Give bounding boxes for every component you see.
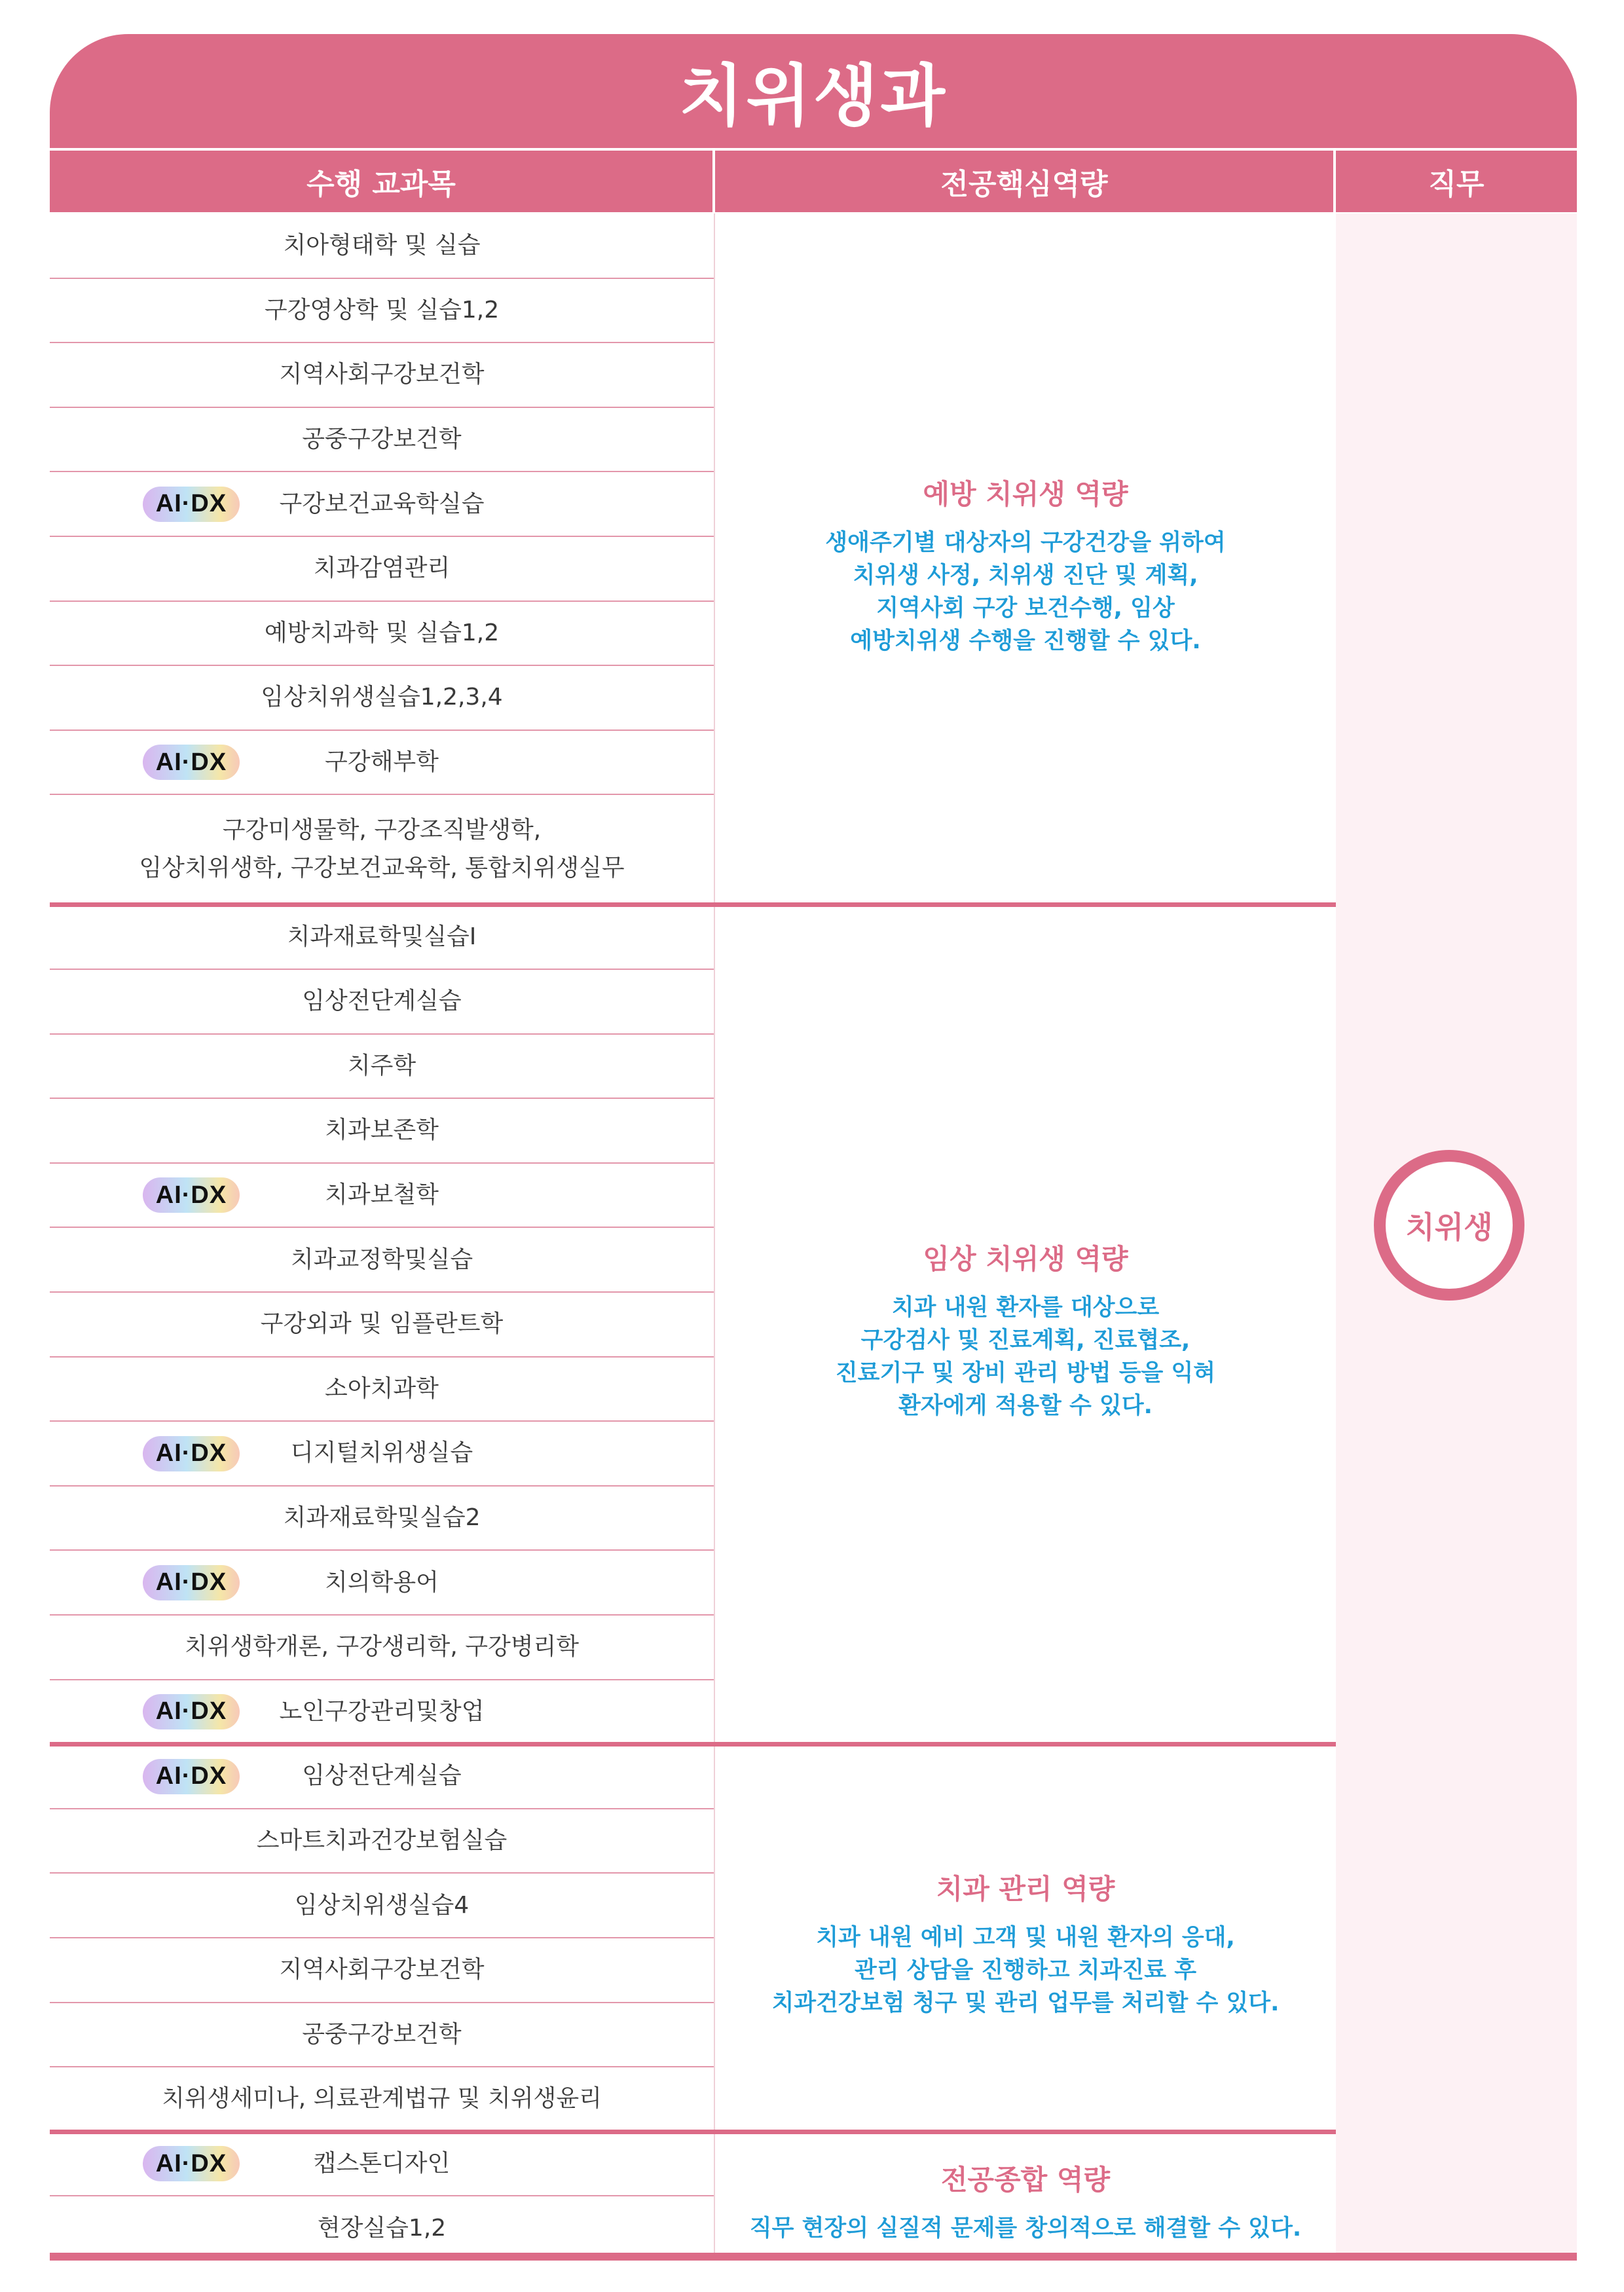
- competency-description: [715, 1921, 1336, 2020]
- page-title: 치위생과: [678, 58, 948, 136]
- course-name: 예방치과학 및 실습1,2: [264, 619, 500, 646]
- course-name: 임상전단계실습: [302, 988, 462, 1015]
- course-name: 구강영상학 및 실습1,2: [264, 296, 500, 323]
- competency-description-line: 치과 내원 환자를 대상으로: [891, 1295, 1160, 1322]
- course-name: 임상치위생실습4: [294, 1891, 470, 1919]
- competency-block: [715, 2158, 1336, 2245]
- course-name: 치위생세미나, 의료관계법규 및 치위생윤리: [162, 2085, 602, 2113]
- competency-description-line: 생애주기별 대상자의 구강건강을 위하여: [825, 529, 1226, 556]
- course-row: [50, 1809, 714, 1874]
- course-name-line: 임상치위생학, 구강보건교육학, 통합치위생실무: [139, 855, 625, 882]
- course-row: [50, 1615, 714, 1680]
- competency-description-line: 진료기구 및 장비 관리 방법 등을 익혀: [835, 1360, 1216, 1387]
- job-badge: 치위생: [1374, 1150, 1524, 1301]
- competency-title: 예방 치위생 역량: [923, 477, 1128, 510]
- course-name: 지역사회구강보건학: [279, 1956, 485, 1984]
- course-row: [50, 1357, 714, 1422]
- competency-description: [715, 1291, 1336, 1422]
- header-courses: 수행 교과목: [50, 151, 712, 212]
- course-row: [50, 407, 714, 472]
- ai-dx-badge: AI·DX: [143, 487, 240, 522]
- course-row: [50, 278, 714, 343]
- ai-dx-badge: AI·DX: [143, 1436, 240, 1471]
- course-name: 구강외과 및 임플란트학: [260, 1310, 504, 1338]
- course-name: 디지털치위생실습: [290, 1439, 473, 1467]
- course-name: 치과감염관리: [313, 555, 451, 582]
- course-row: [50, 665, 714, 730]
- course-name: [139, 811, 624, 887]
- header-competency: 전공핵심역량: [715, 151, 1333, 212]
- course-row: [50, 969, 714, 1034]
- header-job: 직무: [1336, 151, 1577, 212]
- competency-description-line: 관리 상담을 진행하고 치과진료 후: [854, 1957, 1197, 1984]
- course-row: [50, 213, 714, 278]
- course-name: 공중구강보건학: [302, 2020, 462, 2048]
- title-banner: [50, 34, 1577, 148]
- competency-description: [715, 2212, 1336, 2245]
- course-name: 캡스톤디자인: [313, 2150, 451, 2177]
- course-name: 치위생학개론, 구강생리학, 구강병리학: [184, 1633, 580, 1661]
- course-name: 임상치위생실습1,2,3,4: [261, 684, 503, 711]
- course-row: [50, 1292, 714, 1357]
- course-name: 구강해부학: [325, 749, 439, 776]
- course-name: 스마트치과건강보험실습: [256, 1827, 507, 1855]
- course-name: 치과보존학: [325, 1117, 439, 1144]
- competency-title: 임상 치위생 역량: [923, 1243, 1128, 1276]
- course-name: 소아치과학: [325, 1375, 439, 1402]
- course-row: [50, 1098, 714, 1163]
- course-row: [50, 904, 714, 969]
- course-name: 치과재료학및실습2: [283, 1504, 481, 1532]
- competency-title: 치과 관리 역량: [936, 1873, 1115, 1905]
- competency-description-line: 환자에게 적용할 수 있다.: [898, 1393, 1153, 1420]
- competency-description-line: 치과 내원 예비 고객 및 내원 환자의 응대,: [816, 1925, 1235, 1951]
- course-row: [50, 1034, 714, 1099]
- competency-block: [715, 473, 1336, 657]
- course-row: [50, 2196, 714, 2261]
- competency-description-line: 예방치위생 수행을 진행할 수 있다.: [850, 627, 1201, 654]
- ai-dx-badge: AI·DX: [143, 1694, 240, 1729]
- course-name: 노인구강관리및창업: [279, 1697, 485, 1725]
- course-name: 현장실습1,2: [317, 2214, 447, 2242]
- course-name: 공중구강보건학: [302, 426, 462, 453]
- course-row: [50, 1873, 714, 1938]
- ai-dx-badge: AI·DX: [143, 2146, 240, 2181]
- course-name: 치아형태학 및 실습: [283, 232, 481, 259]
- course-name: 치과재료학및실습I: [287, 923, 477, 950]
- ai-dx-badge: AI·DX: [143, 745, 240, 780]
- course-name: 치주학: [347, 1052, 416, 1079]
- competency-description-line: 구강검사 및 진료계획, 진료협조,: [860, 1327, 1190, 1354]
- course-row: [50, 601, 714, 666]
- course-row: [50, 1938, 714, 2003]
- course-row: [50, 2003, 714, 2067]
- course-name: 치의학용어: [325, 1568, 439, 1596]
- competency-description-line: 직무 현장의 실질적 문제를 창의적으로 해결할 수 있다.: [749, 2215, 1302, 2242]
- course-name-line: 구강미생물학, 구강조직발생학,: [222, 817, 542, 844]
- ai-dx-badge: AI·DX: [143, 1565, 240, 1600]
- course-row: [50, 1227, 714, 1292]
- competency-title: 전공종합 역량: [940, 2164, 1111, 2196]
- table-header: [50, 151, 1577, 212]
- course-row: [50, 536, 714, 601]
- course-name: 지역사회구강보건학: [279, 361, 485, 388]
- course-row: [50, 342, 714, 407]
- competency-block: [715, 1238, 1336, 1422]
- course-row: [50, 794, 714, 904]
- course-row: [50, 1486, 714, 1551]
- course-name: 치과보철학: [325, 1181, 439, 1209]
- course-name: 임상전단계실습: [302, 1762, 462, 1790]
- competency-block: [715, 1868, 1336, 2020]
- ai-dx-badge: AI·DX: [143, 1177, 240, 1213]
- competency-description-line: 지역사회 구강 보건수행, 임상: [876, 595, 1175, 621]
- ai-dx-badge: AI·DX: [143, 1759, 240, 1794]
- competency-description: [715, 527, 1336, 657]
- course-name: 치과교정학및실습: [290, 1246, 473, 1273]
- competency-description-line: 치과건강보험 청구 및 관리 업무를 처리할 수 있다.: [771, 1990, 1280, 2016]
- course-name: 구강보건교육학실습: [279, 490, 485, 517]
- table-bottom-border: [50, 2253, 1577, 2261]
- course-row: [50, 2067, 714, 2132]
- competency-description-line: 치위생 사정, 치위생 진단 및 계획,: [853, 562, 1198, 589]
